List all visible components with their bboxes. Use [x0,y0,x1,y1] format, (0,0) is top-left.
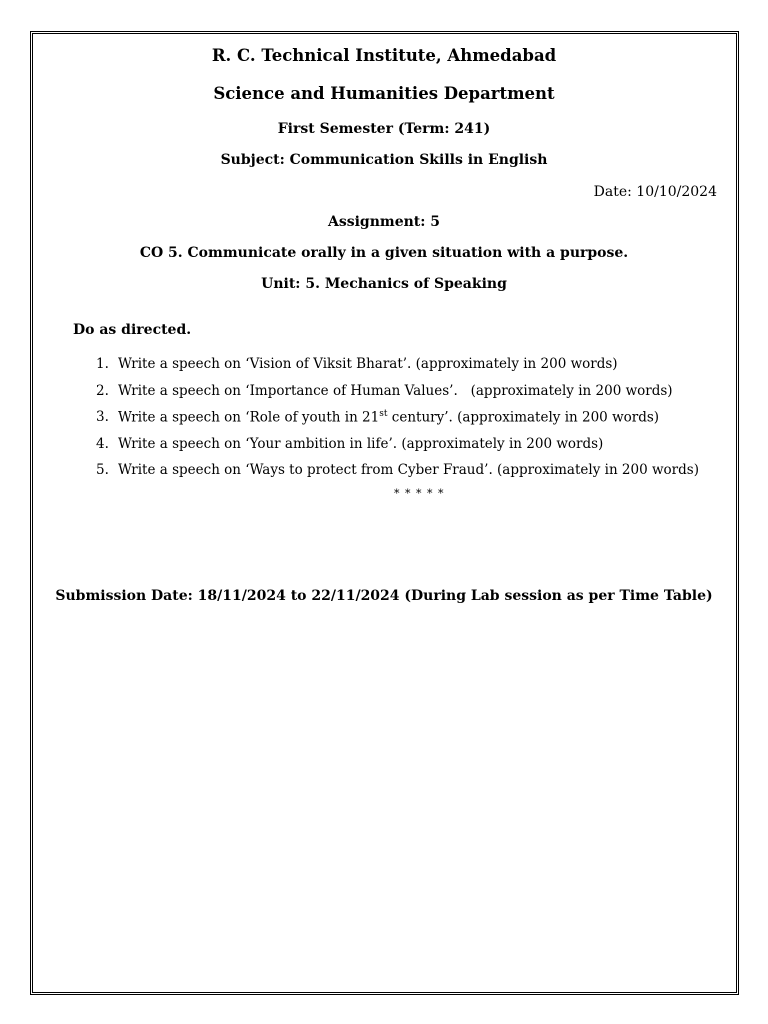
question-list [96,356,699,489]
list-item [96,409,699,436]
question-text: Write a speech on ‘Vision of Viksit Bharat’. (approximately in 200 words) [118,356,618,372]
question-number: 5. [96,462,109,478]
list-item [96,383,699,410]
question-number: 4. [96,435,109,452]
instructions-heading: Do as directed. [73,322,192,338]
question-number: 3. [96,409,109,425]
question-text: Write a speech on ‘Importance of Human Values’. (approximately in 200 words) [118,382,673,399]
unit-title: Unit: 5. Mechanics of Speaking [261,276,507,292]
list-item [96,356,699,383]
list-item [96,436,699,463]
section-separator: * * * * * [394,487,445,500]
assignment-title: Assignment: 5 [327,214,441,230]
list-item [96,462,699,489]
question-text [118,409,659,436]
question-text: Write a speech on ‘Ways to protect from Cyber Fraud’. (approximately in 200 words) [118,462,699,478]
question-text: Write a speech on ‘Your ambition in life’. (approximately in 200 words) [118,435,604,452]
semester-line: First Semester (Term: 241) [277,121,491,137]
page-border [30,31,739,995]
question-text-part: Write a speech on ‘Role of youth in 21 [118,409,380,426]
submission-date: Submission Date: 18/11/2024 to 22/11/2024 (During Lab session as per Time Table) [55,588,713,604]
date-line: Date: 10/10/2024 [593,184,717,200]
question-number: 2. [96,382,109,399]
question-text-part: century’. (approximately in 200 words) [387,409,660,426]
question-number: 1. [96,356,109,372]
department-title: Science and Humanities Department [213,84,555,103]
institute-title: R. C. Technical Institute, Ahmedabad [211,46,557,65]
course-outcome: CO 5. Communicate orally in a given situation with a purpose. [139,245,629,261]
subject-line: Subject: Communication Skills in English [220,152,548,168]
ordinal-superscript: st [379,409,388,419]
